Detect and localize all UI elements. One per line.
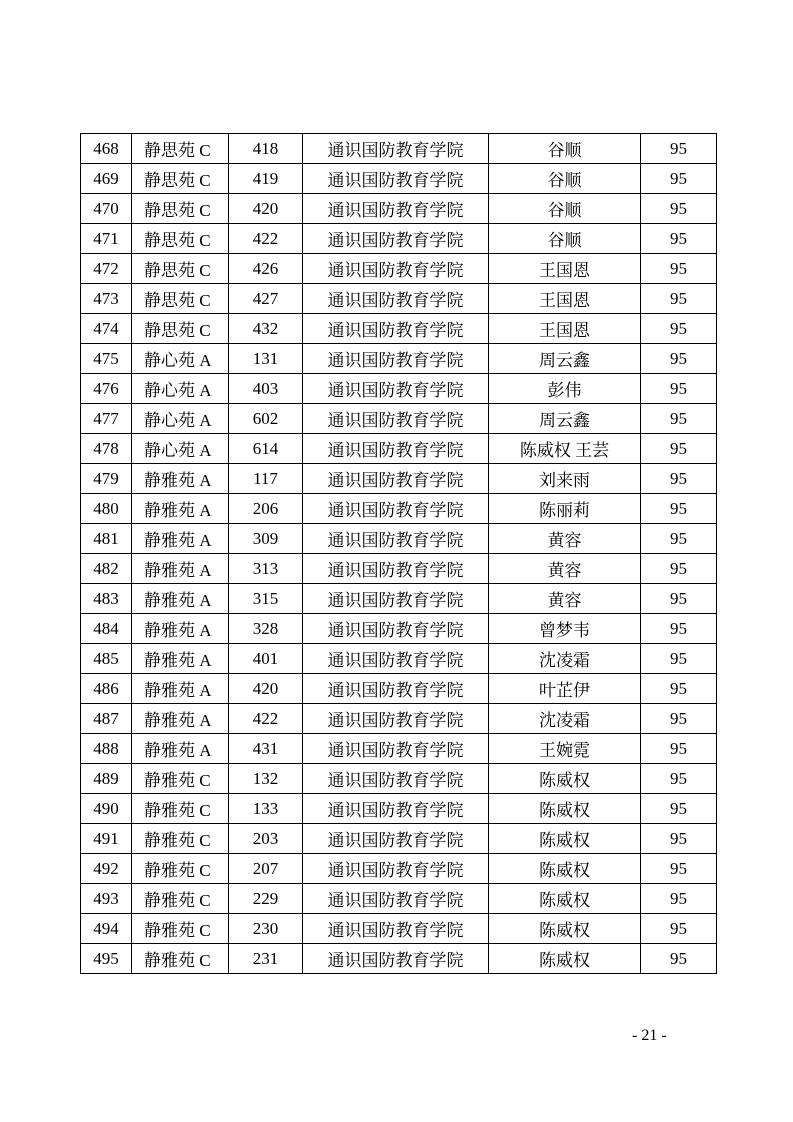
room-cell: 117 (229, 464, 303, 494)
score-cell: 95 (641, 764, 717, 794)
college-cell: 通识国防教育学院 (303, 764, 489, 794)
building-cell: 静雅苑 A (132, 674, 229, 704)
row-index-cell: 483 (81, 584, 132, 614)
college-cell: 通识国防教育学院 (303, 254, 489, 284)
room-cell: 420 (229, 194, 303, 224)
building-cell: 静思苑 C (132, 194, 229, 224)
row-index-cell: 490 (81, 794, 132, 824)
row-index-cell: 485 (81, 644, 132, 674)
row-index-cell: 479 (81, 464, 132, 494)
room-cell: 401 (229, 644, 303, 674)
person-cell: 陈威权 (489, 854, 641, 884)
person-cell: 谷顺 (489, 134, 641, 164)
table-row (81, 644, 717, 674)
college-cell: 通识国防教育学院 (303, 704, 489, 734)
table-body (81, 134, 717, 974)
row-index-cell: 471 (81, 224, 132, 254)
row-index-cell: 489 (81, 764, 132, 794)
room-cell: 133 (229, 794, 303, 824)
building-cell: 静雅苑 A (132, 614, 229, 644)
person-cell: 黄容 (489, 524, 641, 554)
table-row (81, 854, 717, 884)
row-index-cell: 474 (81, 314, 132, 344)
score-cell: 95 (641, 824, 717, 854)
row-index-cell: 494 (81, 914, 132, 944)
table-row (81, 464, 717, 494)
row-index-cell: 487 (81, 704, 132, 734)
building-cell: 静心苑 A (132, 344, 229, 374)
score-cell: 95 (641, 344, 717, 374)
person-cell: 周云鑫 (489, 404, 641, 434)
row-index-cell: 469 (81, 164, 132, 194)
room-cell: 132 (229, 764, 303, 794)
row-index-cell: 473 (81, 284, 132, 314)
room-cell: 229 (229, 884, 303, 914)
table-row (81, 944, 717, 974)
score-cell: 95 (641, 674, 717, 704)
building-cell: 静雅苑 C (132, 944, 229, 974)
row-index-cell: 488 (81, 734, 132, 764)
score-cell: 95 (641, 884, 717, 914)
table-row (81, 164, 717, 194)
room-cell: 418 (229, 134, 303, 164)
score-cell: 95 (641, 134, 717, 164)
college-cell: 通识国防教育学院 (303, 644, 489, 674)
person-cell: 曾梦韦 (489, 614, 641, 644)
table-row (81, 374, 717, 404)
table-row (81, 614, 717, 644)
room-cell: 602 (229, 404, 303, 434)
score-cell: 95 (641, 914, 717, 944)
table-row (81, 404, 717, 434)
room-cell: 313 (229, 554, 303, 584)
room-cell: 422 (229, 224, 303, 254)
room-cell: 614 (229, 434, 303, 464)
row-index-cell: 493 (81, 884, 132, 914)
college-cell: 通识国防教育学院 (303, 134, 489, 164)
table-row (81, 524, 717, 554)
building-cell: 静思苑 C (132, 314, 229, 344)
building-cell: 静雅苑 A (132, 524, 229, 554)
building-cell: 静雅苑 A (132, 584, 229, 614)
room-cell: 420 (229, 674, 303, 704)
college-cell: 通识国防教育学院 (303, 914, 489, 944)
person-cell: 陈威权 (489, 794, 641, 824)
college-cell: 通识国防教育学院 (303, 524, 489, 554)
person-cell: 沈凌霜 (489, 644, 641, 674)
college-cell: 通识国防教育学院 (303, 224, 489, 254)
college-cell: 通识国防教育学院 (303, 944, 489, 974)
building-cell: 静思苑 C (132, 254, 229, 284)
building-cell: 静心苑 A (132, 374, 229, 404)
score-cell: 95 (641, 524, 717, 554)
building-cell: 静雅苑 A (132, 644, 229, 674)
person-cell: 黄容 (489, 554, 641, 584)
table-row (81, 704, 717, 734)
person-cell: 彭伟 (489, 374, 641, 404)
college-cell: 通识国防教育学院 (303, 674, 489, 704)
room-cell: 432 (229, 314, 303, 344)
person-cell: 陈威权 (489, 914, 641, 944)
table-row (81, 794, 717, 824)
score-cell: 95 (641, 314, 717, 344)
table-row (81, 494, 717, 524)
person-cell: 王国恩 (489, 284, 641, 314)
room-cell: 426 (229, 254, 303, 284)
building-cell: 静雅苑 A (132, 494, 229, 524)
table-row (81, 134, 717, 164)
room-cell: 328 (229, 614, 303, 644)
building-cell: 静雅苑 C (132, 824, 229, 854)
score-cell: 95 (641, 704, 717, 734)
row-index-cell: 477 (81, 404, 132, 434)
room-cell: 431 (229, 734, 303, 764)
score-cell: 95 (641, 854, 717, 884)
room-cell: 207 (229, 854, 303, 884)
building-cell: 静雅苑 A (132, 554, 229, 584)
room-cell: 419 (229, 164, 303, 194)
person-cell: 叶芷伊 (489, 674, 641, 704)
score-cell: 95 (641, 224, 717, 254)
college-cell: 通识国防教育学院 (303, 614, 489, 644)
building-cell: 静心苑 A (132, 404, 229, 434)
table-row (81, 434, 717, 464)
person-cell: 陈威权 (489, 764, 641, 794)
row-index-cell: 492 (81, 854, 132, 884)
college-cell: 通识国防教育学院 (303, 464, 489, 494)
college-cell: 通识国防教育学院 (303, 374, 489, 404)
college-cell: 通识国防教育学院 (303, 194, 489, 224)
score-cell: 95 (641, 794, 717, 824)
score-cell: 95 (641, 644, 717, 674)
building-cell: 静雅苑 C (132, 884, 229, 914)
table-row (81, 554, 717, 584)
building-cell: 静雅苑 C (132, 794, 229, 824)
building-cell: 静思苑 C (132, 134, 229, 164)
row-index-cell: 495 (81, 944, 132, 974)
person-cell: 周云鑫 (489, 344, 641, 374)
building-cell: 静思苑 C (132, 224, 229, 254)
row-index-cell: 472 (81, 254, 132, 284)
row-index-cell: 476 (81, 374, 132, 404)
college-cell: 通识国防教育学院 (303, 434, 489, 464)
room-cell: 131 (229, 344, 303, 374)
person-cell: 沈凌霜 (489, 704, 641, 734)
person-cell: 陈威权 (489, 884, 641, 914)
college-cell: 通识国防教育学院 (303, 584, 489, 614)
table-row (81, 224, 717, 254)
building-cell: 静雅苑 C (132, 914, 229, 944)
table-row (81, 254, 717, 284)
score-cell: 95 (641, 254, 717, 284)
row-index-cell: 486 (81, 674, 132, 704)
room-cell: 206 (229, 494, 303, 524)
score-cell: 95 (641, 734, 717, 764)
person-cell: 陈威权 王芸 (489, 434, 641, 464)
score-cell: 95 (641, 164, 717, 194)
row-index-cell: 484 (81, 614, 132, 644)
room-cell: 315 (229, 584, 303, 614)
person-cell: 陈丽莉 (489, 494, 641, 524)
room-cell: 231 (229, 944, 303, 974)
row-index-cell: 481 (81, 524, 132, 554)
score-cell: 95 (641, 944, 717, 974)
score-cell: 95 (641, 554, 717, 584)
score-cell: 95 (641, 494, 717, 524)
room-cell: 203 (229, 824, 303, 854)
row-index-cell: 478 (81, 434, 132, 464)
college-cell: 通识国防教育学院 (303, 284, 489, 314)
table-row (81, 674, 717, 704)
building-cell: 静思苑 C (132, 164, 229, 194)
building-cell: 静雅苑 A (132, 734, 229, 764)
table-row (81, 824, 717, 854)
table-row (81, 344, 717, 374)
table-row (81, 314, 717, 344)
room-cell: 427 (229, 284, 303, 314)
person-cell: 谷顺 (489, 224, 641, 254)
room-cell: 309 (229, 524, 303, 554)
score-cell: 95 (641, 614, 717, 644)
person-cell: 王国恩 (489, 314, 641, 344)
building-cell: 静雅苑 A (132, 704, 229, 734)
college-cell: 通识国防教育学院 (303, 884, 489, 914)
college-cell: 通识国防教育学院 (303, 494, 489, 524)
score-cell: 95 (641, 434, 717, 464)
person-cell: 谷顺 (489, 194, 641, 224)
room-cell: 230 (229, 914, 303, 944)
college-cell: 通识国防教育学院 (303, 854, 489, 884)
row-index-cell: 468 (81, 134, 132, 164)
table-row (81, 914, 717, 944)
person-cell: 王婉霓 (489, 734, 641, 764)
score-cell: 95 (641, 464, 717, 494)
building-cell: 静心苑 A (132, 434, 229, 464)
score-cell: 95 (641, 584, 717, 614)
score-cell: 95 (641, 404, 717, 434)
room-cell: 422 (229, 704, 303, 734)
college-cell: 通识国防教育学院 (303, 314, 489, 344)
table-row (81, 734, 717, 764)
table-row (81, 884, 717, 914)
building-cell: 静雅苑 A (132, 464, 229, 494)
table-row (81, 284, 717, 314)
college-cell: 通识国防教育学院 (303, 554, 489, 584)
college-cell: 通识国防教育学院 (303, 824, 489, 854)
score-cell: 95 (641, 374, 717, 404)
college-cell: 通识国防教育学院 (303, 344, 489, 374)
college-cell: 通识国防教育学院 (303, 794, 489, 824)
college-cell: 通识国防教育学院 (303, 404, 489, 434)
person-cell: 陈威权 (489, 824, 641, 854)
row-index-cell: 475 (81, 344, 132, 374)
table-row (81, 194, 717, 224)
score-cell: 95 (641, 284, 717, 314)
person-cell: 陈威权 (489, 944, 641, 974)
page-number: - 21 - (632, 1027, 667, 1044)
row-index-cell: 482 (81, 554, 132, 584)
person-cell: 刘来雨 (489, 464, 641, 494)
building-cell: 静雅苑 C (132, 854, 229, 884)
score-cell: 95 (641, 194, 717, 224)
row-index-cell: 470 (81, 194, 132, 224)
row-index-cell: 480 (81, 494, 132, 524)
table-row (81, 764, 717, 794)
building-cell: 静雅苑 C (132, 764, 229, 794)
building-cell: 静思苑 C (132, 284, 229, 314)
person-cell: 黄容 (489, 584, 641, 614)
row-index-cell: 491 (81, 824, 132, 854)
table-row (81, 584, 717, 614)
person-cell: 王国恩 (489, 254, 641, 284)
college-cell: 通识国防教育学院 (303, 734, 489, 764)
data-table (80, 133, 717, 974)
room-cell: 403 (229, 374, 303, 404)
person-cell: 谷顺 (489, 164, 641, 194)
college-cell: 通识国防教育学院 (303, 164, 489, 194)
